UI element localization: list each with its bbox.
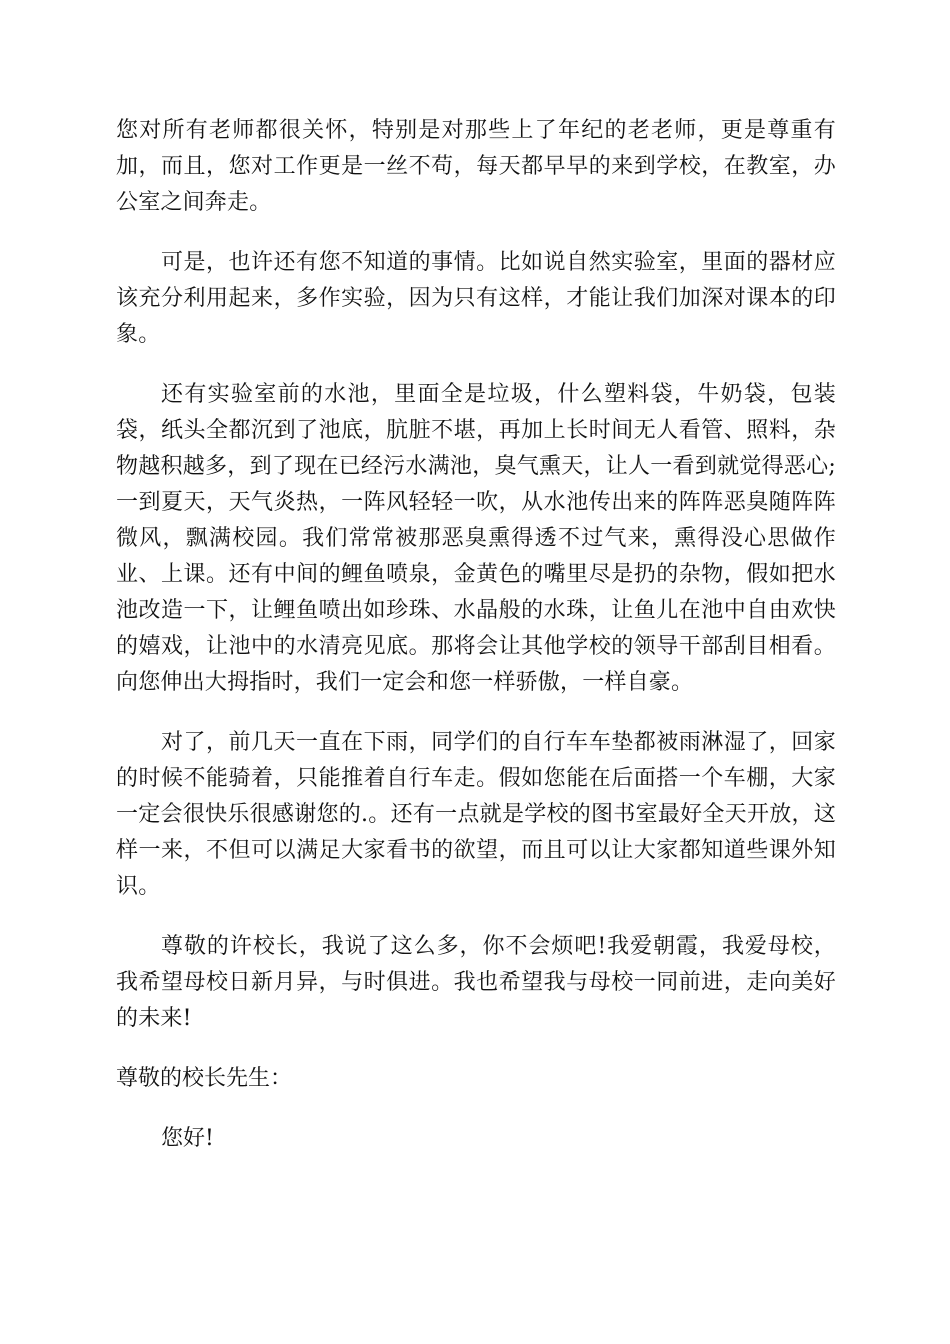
paragraph-closing-wish: 尊敬的许校长，我说了这么多，你不会烦吧!我爱朝霞，我爱母校，我希望母校日新月异，与时俱进。我也希望我与母校一同前进，走向美好的未来!	[116, 934, 836, 1031]
paragraph-bike-shed-library: 对了，前几天一直在下雨，同学们的自行车车垫都被雨淋湿了，回家的时候不能骑着，只能推着自行车走。假如您能在后面搭一个车棚，大家一定会很快乐很感谢您的.。还有一点就是学校的图书室最好全天开放，这样一来，不但可以满足大家看书的欲望，而且可以让大家都知道些课外知识。	[116, 730, 836, 899]
paragraph-teacher-care: 您对所有老师都很关怀，特别是对那些上了年纪的老老师，更是尊重有加，而且，您对工作更是一丝不苟，每天都早早的来到学校，在教室，办公室之间奔走。	[116, 118, 836, 215]
paragraph-water-pool: 还有实验室前的水池，里面全是垃圾，什么塑料袋，牛奶袋，包装袋，纸头全都沉到了池底，肮脏不堪，再加上长时间无人看管、照料，杂物越积越多，到了现在已经污水满池，臭气熏天，让人一看到就觉得恶心;一到夏天，天气炎热，一阵风轻轻一吹，从水池传出来的阵阵恶臭随阵阵微风，飘满校园。我们常常被那恶臭熏得透不过气来，熏得没心思做作业、上课。还有中间的鲤鱼喷泉，金黄色的嘴里尽是扔的杂物，假如把水池改造一下，让鲤鱼喷出如珍珠、水晶般的水珠，让鱼儿在池中自由欢快的嬉戏，让池中的水清亮见底。那将会让其他学校的领导干部刮目相看。向您伸出大拇指时，我们一定会和您一样骄傲，一样自豪。	[116, 382, 836, 695]
document-page	[116, 113, 836, 1181]
letter-greeting: 您好!	[161, 1126, 214, 1151]
letter-salutation: 尊敬的校长先生：	[116, 1066, 293, 1091]
paragraph-science-lab: 可是，也许还有您不知道的事情。比如说自然实验室，里面的器材应该充分利用起来，多作实验，因为只有这样，才能让我们加深对课本的印象。	[116, 250, 836, 347]
